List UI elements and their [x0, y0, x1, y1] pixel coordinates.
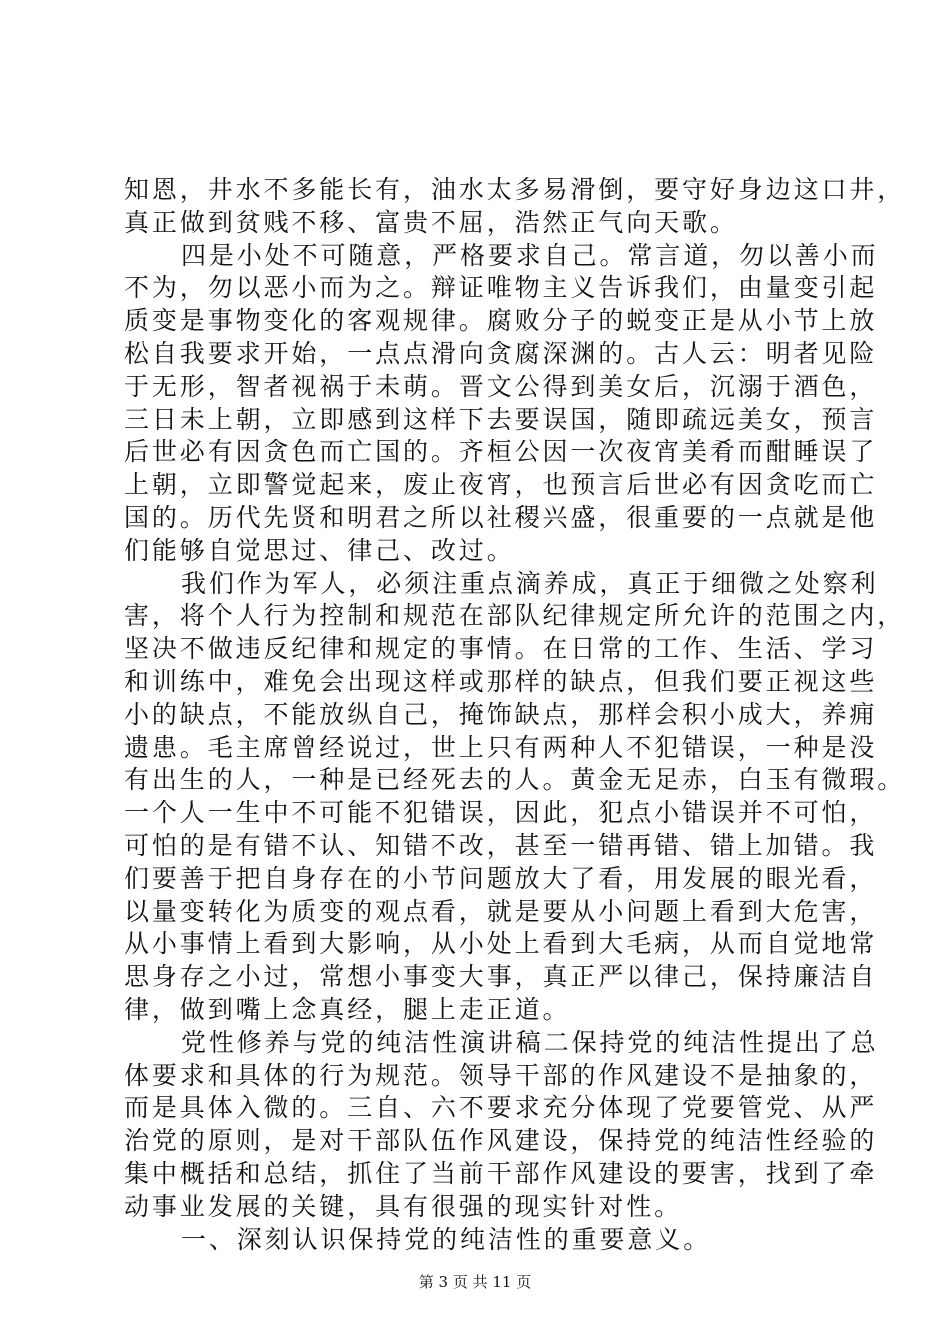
text-line: 律，做到嘴上念真经，腿上走正道。 — [124, 994, 571, 1024]
text-line: 小的缺点，不能放纵自己，掩饰缺点，那样会积小成大，养痈 — [124, 699, 878, 729]
text-line: 我们作为军人，必须注重点滴养成，真正于细微之处察利 — [181, 568, 879, 598]
text-line: 集中概括和总结，抓住了当前干部作风建设的要害，找到了牵 — [124, 1158, 878, 1188]
text-line: 后世必有因贪色而亡国的。齐桓公因一次夜宵美肴而酣睡误了 — [124, 437, 878, 467]
text-line: 四是小处不可随意，严格要求自己。常言道，勿以善小而 — [181, 240, 879, 270]
text-line: 们要善于把自身存在的小节问题放大了看，用发展的眼光看， — [124, 863, 878, 893]
text-line: 不为，勿以恶小而为之。辩证唯物主义告诉我们，由量变引起 — [124, 273, 878, 303]
text-line: 党性修养与党的纯洁性演讲稿二保持党的纯洁性提出了总 — [181, 1027, 879, 1057]
text-line: 思身存之小过，常想小事变大事，真正严以律己，保持廉洁自 — [124, 962, 878, 992]
text-line: 一、深刻认识保持党的纯洁性的重要意义。 — [181, 1224, 712, 1254]
text-line: 坚决不做违反纪律和规定的事情。在日常的工作、生活、学习 — [124, 634, 878, 664]
text-line: 真正做到贫贱不移、富贵不屈，浩然正气向天歌。 — [124, 207, 738, 237]
text-line: 们能够自觉思过、律己、改过。 — [124, 535, 515, 565]
text-line: 体要求和具体的行为规范。领导干部的作风建设不是抽象的， — [124, 1060, 878, 1090]
text-line: 和训练中，难免会出现这样或那样的缺点，但我们要正视这些 — [124, 666, 878, 696]
text-line: 三日未上朝，立即感到这样下去要误国，随即疏远美女，预言 — [124, 404, 878, 434]
text-line: 知恩，井水不多能长有，油水太多易滑倒，要守好身边这口井， — [124, 175, 906, 204]
page-footer: 第 3 页 共 11 页 — [418, 1273, 532, 1291]
text-line: 害，将个人行为控制和规范在部队纪律规定所允许的范围之内， — [124, 601, 906, 631]
text-line: 而是具体入微的。三自、六不要求充分体现了党要管党、从严 — [124, 1093, 878, 1123]
document-body — [124, 174, 906, 1256]
text-line: 质变是事物变化的客观规律。腐败分子的蜕变正是从小节上放 — [124, 306, 878, 336]
text-line: 于无形，智者视祸于未萌。晋文公得到美女后，沉溺于酒色， — [124, 371, 878, 401]
text-line: 上朝，立即警觉起来，废止夜宵，也预言后世必有因贪吃而亡 — [124, 470, 878, 500]
text-line: 治党的原则，是对干部队伍作风建设，保持党的纯洁性经验的 — [124, 1126, 878, 1156]
text-line: 可怕的是有错不认、知错不改，甚至一错再错、错上加错。我 — [124, 830, 878, 860]
text-line: 动事业发展的关键，具有很强的现实针对性。 — [124, 1191, 683, 1221]
text-line: 国的。历代先贤和明君之所以社稷兴盛，很重要的一点就是他 — [124, 502, 878, 532]
text-line: 遗患。毛主席曾经说过，世上只有两种人不犯错误，一种是没 — [124, 732, 878, 762]
text-line: 以量变转化为质变的观点看，就是要从小问题上看到大危害， — [124, 896, 878, 926]
text-line: 从小事情上看到大影响，从小处上看到大毛病，从而自觉地常 — [124, 929, 878, 959]
text-line: 松自我要求开始，一点点滑向贪腐深渊的。古人云：明者见险 — [124, 338, 878, 368]
text-line: 有出生的人，一种是已经死去的人。黄金无足赤，白玉有微瑕。 — [124, 765, 906, 795]
text-line: 一个人一生中不可能不犯错误，因此，犯点小错误并不可怕， — [124, 798, 878, 828]
